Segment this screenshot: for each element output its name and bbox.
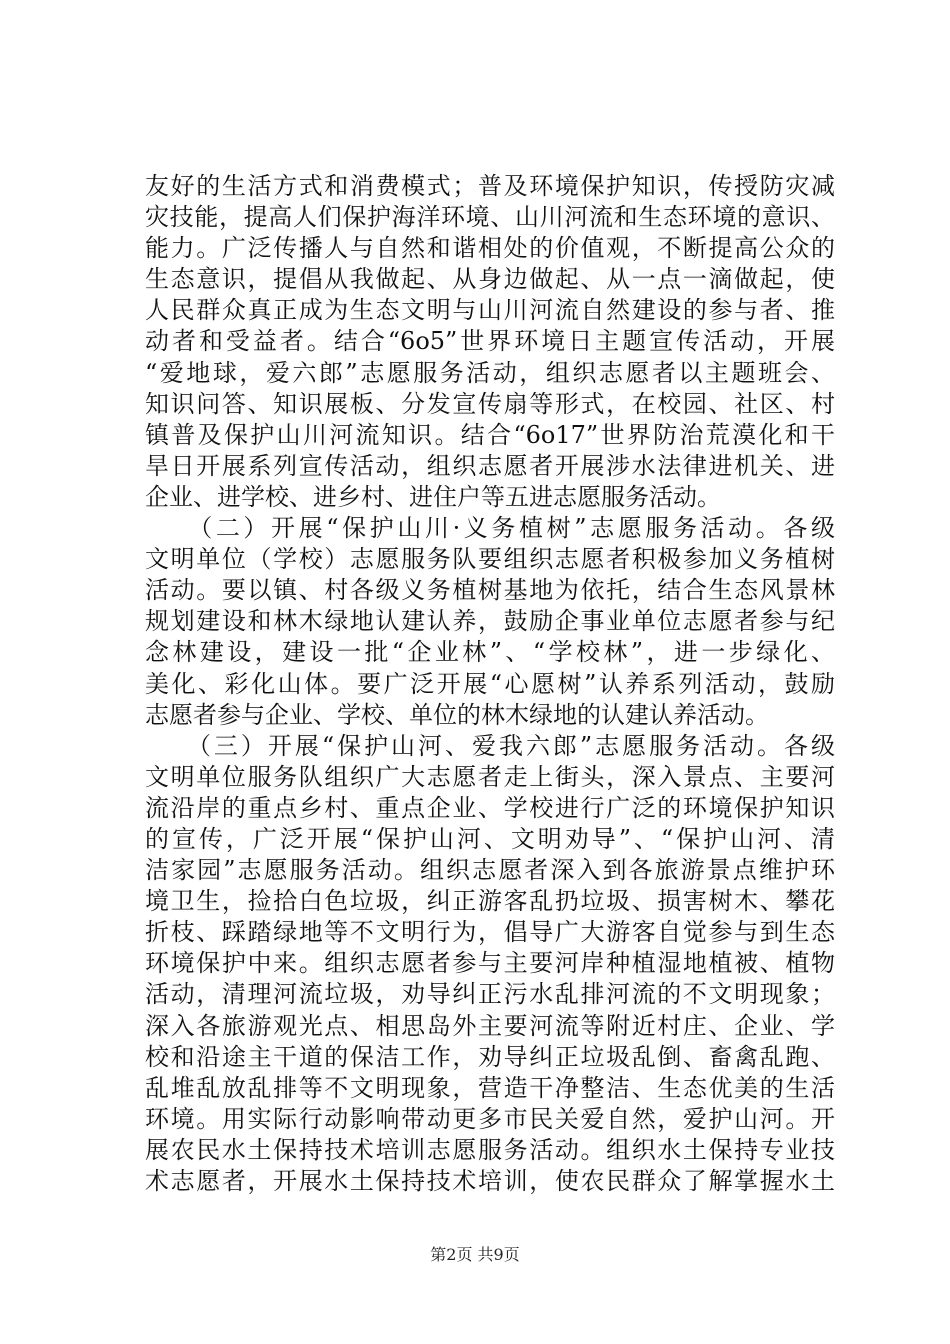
text-line: 环境保护中来。组织志愿者参与主要河岸种植湿地植被、植物	[145, 949, 835, 978]
text-line: 洁家园”志愿服务活动。组织志愿者深入到各旅游景点维护环	[145, 856, 835, 885]
text-line: 知识问答、知识展板、分发宣传扇等形式，在校园、社区、村	[145, 389, 835, 418]
text-line: 友好的生活方式和消费模式；普及环境保护知识，传授防灾减	[145, 172, 835, 200]
text-line: 文明单位（学校）志愿服务队要组织志愿者积极参加义务植树	[145, 545, 835, 574]
text-line: 折枝、踩踏绿地等不文明行为，倡导广大游客自觉参与到生态	[145, 918, 835, 947]
text-line: 灾技能，提高人们保护海洋环境、山川河流和生态环境的意识、	[145, 203, 835, 232]
text-line: 企业、进学校、进乡村、进住户等五进志愿服务活动。	[145, 482, 721, 511]
page-number-footer: 第2页 共9页	[430, 1245, 520, 1264]
text-line: 生态意识，提倡从我做起、从身边做起、从一点一滴做起，使	[145, 265, 835, 294]
text-line: 规划建设和林木绿地认建认养，鼓励企事业单位志愿者参与纪	[145, 607, 835, 636]
text-line: 的宣传，广泛开展“保护山河、文明劝导”、“保护山河、清	[145, 824, 835, 853]
text-line: 展农民水土保持技术培训志愿服务活动。组织水土保持专业技	[145, 1135, 835, 1164]
body-text	[145, 171, 835, 1197]
text-line: 流沿岸的重点乡村、重点企业、学校进行广泛的环境保护知识	[145, 793, 835, 822]
text-line: 志愿者参与企业、学校、单位的林木绿地的认建认养活动。	[145, 700, 769, 729]
text-line: 美化、彩化山体。要广泛开展“心愿树”认养系列活动，鼓励	[145, 669, 835, 698]
text-line: （二）开展“保护山川·义务植树”志愿服务活动。各级	[145, 514, 835, 543]
text-line: 环境。用实际行动影响带动更多市民关爱自然，爱护山河。开	[145, 1104, 835, 1133]
text-line: 术志愿者，开展水土保持技术培训，使农民群众了解掌握水土	[145, 1167, 835, 1195]
text-line: 活动，清理河流垃圾，劝导纠正污水乱排河流的不文明现象；	[145, 980, 835, 1009]
text-line: 能力。广泛传播人与自然和谐相处的价值观，不断提高公众的	[145, 234, 835, 263]
text-line: 文明单位服务队组织广大志愿者走上街头，深入景点、主要河	[145, 762, 835, 791]
text-line: 人民群众真正成为生态文明与山川河流自然建设的参与者、推	[145, 296, 835, 325]
text-line: 念林建设，建设一批“企业林”、“学校林”，进一步绿化、	[145, 638, 835, 667]
text-line: （三）开展“保护山河、爱我六郎”志愿服务活动。各级	[145, 731, 835, 760]
text-line: 境卫生，捡拾白色垃圾，纠正游客乱扔垃圾、损害树木、攀花	[145, 887, 835, 916]
text-line: “爱地球，爱六郎”志愿服务活动，组织志愿者以主题班会、	[145, 358, 835, 387]
text-line: 旱日开展系列宣传活动，组织志愿者开展涉水法律进机关、进	[145, 451, 835, 480]
text-line: 活动。要以镇、村各级义务植树基地为依托，结合生态风景林	[145, 576, 835, 605]
text-line: 深入各旅游观光点、相思岛外主要河流等附近村庄、企业、学	[145, 1011, 835, 1040]
text-line: 校和沿途主干道的保洁工作，劝导纠正垃圾乱倒、畜禽乱跑、	[145, 1042, 835, 1071]
text-line: 乱堆乱放乱排等不文明现象，营造干净整洁、生态优美的生活	[145, 1073, 835, 1102]
text-line: 镇普及保护山川河流知识。结合“6o17”世界防治荒漠化和干	[145, 420, 835, 449]
text-line: 动者和受益者。结合“6o5”世界环境日主题宣传活动，开展	[145, 327, 835, 356]
